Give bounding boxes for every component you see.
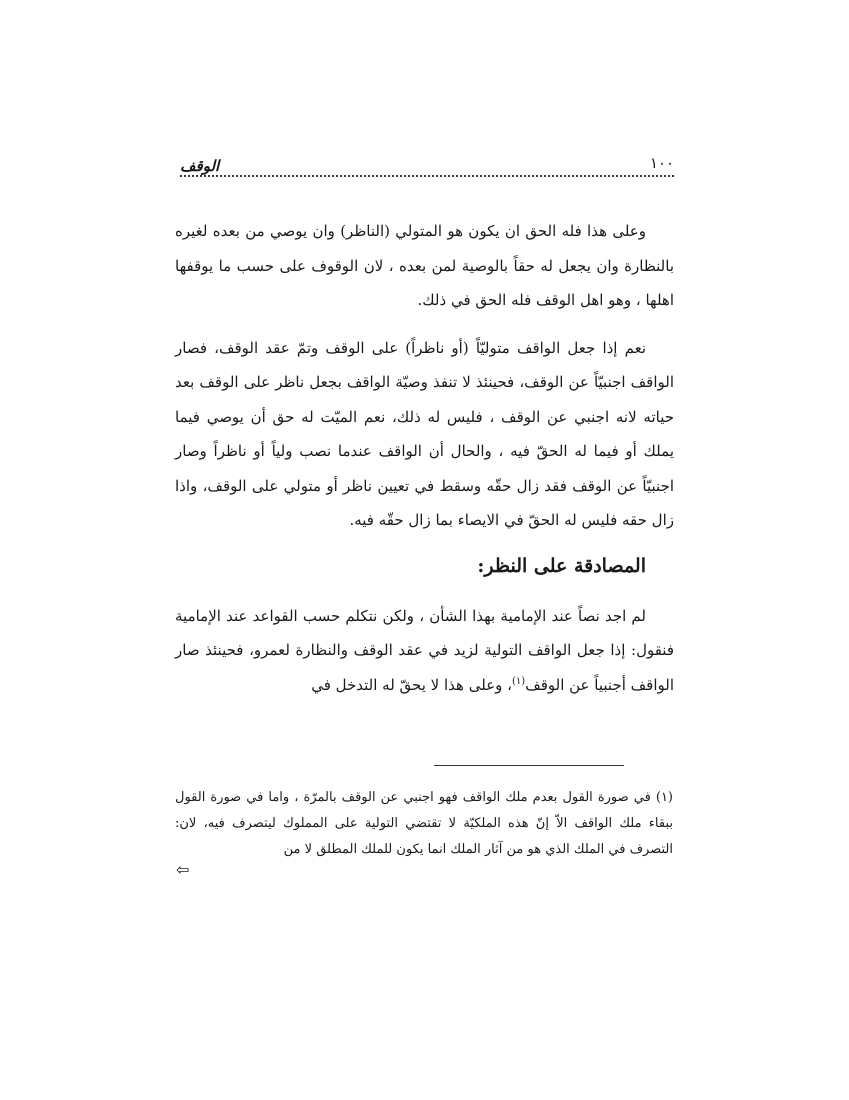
paragraph-3-text-start: لم اجد نصاً عند الإمامية بهذا الشأن ، ولكن نتكلم حسب القواعد عند الإمامية فنقول: إذا جعل الواقف التولية لزيد في عقد الوقف والنظارة لعمرو، فحينئذ صار الواقف أجنبياً عن الوقف [175,606,674,694]
running-title: الوقف [180,157,222,175]
footnote [175,785,673,863]
continuation-arrow-icon: ⇦ [176,860,190,879]
page-number: ١٠٠ [647,154,674,172]
footnote-text: (١) في صورة القول بعدم ملك الواقف فهو اجنبي عن الوقف بالمرّة ، واما في صورة القول ببقاء ملك الواقف الاّ إنّ هذه الملكيّة لا تقتضي التولية على المملوك ليتصرف فيه، لان: التصرف في الملك الذي هو من آثار الملك انما يكون للملك المطلق لا من [175,790,673,857]
page-header [180,154,674,182]
paragraph-2: نعم إذا جعل الواقف متوليّاً (أو ناظراً) على الوقف وتمّ عقد الوقف، فصار الواقف اجنبيّاً عن الوقف، فحينئذ لا تنفذ وصيّة الواقف بجعل ناظر على الوقف بعد حياته لانه اجنبي عن الوقف ، فليس له ذلك، نعم الميّت له حق أن يوصي فيما يملك أو فيما له الحقّ فيه ، والحال أن الواقف عندما نصب ولياً أو ناظراً وصار اجنبيّاً عن الوقف فقد زال حقّه وسقط في تعيين ناظر أو متولي على الوقف، واذا زال حقه فليس له الحقّ في الايصاء بما زال حقّه فيه. [175,338,674,529]
section-heading: المصادقة على النظر: [477,554,646,577]
paragraph-3 [175,599,674,703]
footnote-reference[interactable]: (١) [512,675,526,687]
paragraph-3-text-end: ، وعلى هذا لا يحقّ له التدخل في [311,675,512,694]
paragraph-1: وعلى هذا فله الحق ان يكون هو المتولي (الناظر) وان يوصي من بعده لغيره بالنظارة وان يجعل له حقاً بالوصية لمن بعده ، لان الوقوف على حسب ما يوقفها اهلها ، وهو اهل الوقف فله الحق في ذلك. [175,222,674,309]
header-dotted-leader [180,175,674,177]
footnote-separator [434,765,624,766]
main-text [175,214,674,715]
